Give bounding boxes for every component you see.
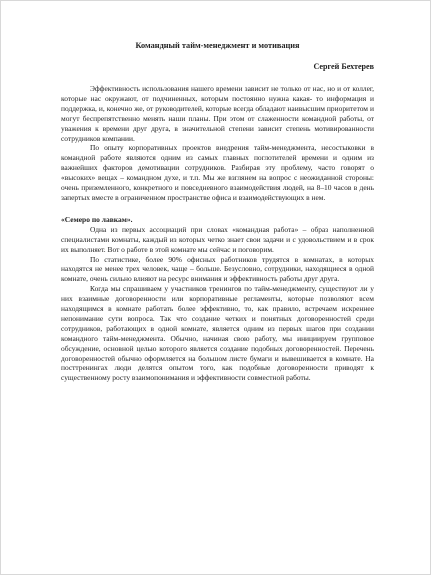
document-author: Сергей Бехтерев [313,62,374,71]
document-content [61,41,374,383]
document-title: Командный тайм-менеджмент и мотивация [135,41,300,50]
paragraph-section-1: Одна из первых ассоциаций при словах «командная работа» – образ наполненной специалистами комнаты, каждый из которых четко знает свои задачи и с удовольствием и в срок их выполняет. Вот о работе в этой комнате мы сейчас и поговорим. [61,224,374,254]
section-heading: «Семеро по лавкам». [61,214,133,224]
paragraph-intro-2: По опыту корпоративных проектов внедрения тайм-менеджмента, несостыковки в командной работе являются одним из самых главных поглотителей времени и одним из важнейших факторов демотивации сотрудников. Разбирая эту проблему, часто говорят о «высоких» вещах – командном духе, и т.п. Мы же взглянем на вопрос с неожиданной стороны: очень приземленного, конкретного и повседневного взаимодействия людей, на 8–10 часов в день запертых вместе в ограниченном пространстве офиса и взаимодействующих в нем. [61,143,374,202]
paragraph-section-2: По статистике, более 90% офисных работников трудятся в комнатах, в которых находятся не менее трех человек, чаще – больше. Безусловно, сотрудники, находящиеся в одной комнате, очень сильно влияют на ресурс внимания и эффективность работы друг друга. [61,254,374,284]
paragraph-intro-1: Эффективность использования нашего времени зависит не только от нас, но и от коллег, которые нас окружают, от подчиненных, которым постоянно нужна какая- то информация и поддержка, и, конечно же, от руководителей, которые всегда обладают наивысшим приоритетом и могут беспрепятственно менять наши планы. При этом от слаженности командной работы, от уважения к времени друг друга, в значительной степени зависит степень мотивированности сотрудников компании. [61,84,374,143]
paragraph-section-3: Когда мы спрашиваем у участников тренингов по тайм-менеджменту, существуют ли у них взаимные договоренности или корпоративные регламенты, которые позволяют всем находящимся в комнате работать более эффективно, то, как правило, встречаем искреннее непонимание сути вопроса. Так что создание четких и понятных договоренностей среди сотрудников, работающих в одной комнате, является одним из первых шагов при создании командного тайм-менеджмента. Обычно, начиная свою работу, мы инициируем групповое обсуждение, основной целью которого является создание подобных договоренностей. Перечень договоренностей обычно оформляется на большом листе бумаги и вывешивается в комнате. На посттренингах люди делятся опытом того, как подобные договоренности приводят к существенному росту взаимопонимания и эффективности совместной работы. [61,284,374,383]
document-body [61,84,374,383]
